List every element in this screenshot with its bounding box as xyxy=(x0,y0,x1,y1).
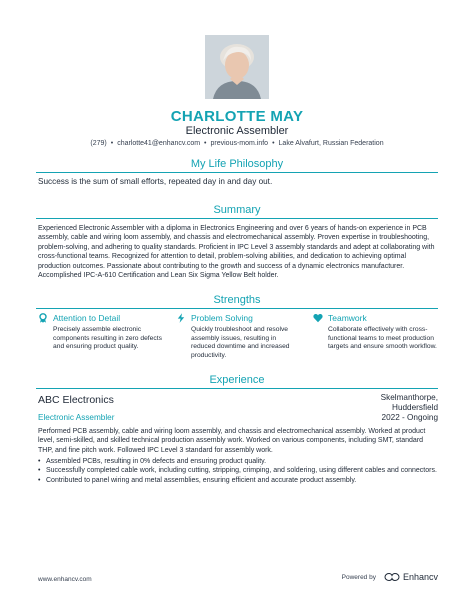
summary-heading: Summary xyxy=(213,204,261,216)
job-location-line2: Huddersfield xyxy=(392,403,438,412)
candidate-name: CHARLOTTE MAY xyxy=(170,108,304,125)
footer-url[interactable]: www.enhancv.com xyxy=(38,576,92,583)
job-bullet: • Successfully completed cable work, including cutting, stripping, crimping, and soldering, using different cables and connectors. xyxy=(38,466,438,475)
footer-powered-by xyxy=(342,572,438,582)
portrait-image xyxy=(205,35,269,99)
philosophy-heading: My Life Philosophy xyxy=(190,158,284,170)
strength-description: Precisely assemble electronic components resulting in zero defects and ensuring product quality. xyxy=(53,326,162,351)
job-description: Performed PCB assembly, cable and wiring loom assembly, and chassis and electromechanical assembly. Worked at product level, semi-skilled, and skilled technical production assembly work. Worked on various components, including SMT, standard THP, and fine pitch work. Followed IPC Level 3 standard for assembly work. xyxy=(38,428,426,454)
section-divider xyxy=(36,308,438,309)
profile-photo xyxy=(205,35,269,99)
strength-item xyxy=(176,313,301,360)
heart-icon xyxy=(313,313,323,323)
strength-title: Problem Solving xyxy=(191,313,253,323)
job-bullet: • Contributed to panel wiring and metal assemblies, ensuring efficient and accurate product assembly. xyxy=(38,476,438,485)
contact-separator: • xyxy=(204,140,207,147)
brand-name[interactable]: Enhancv xyxy=(402,572,438,582)
job-location-line1: Skelmanthorpe, xyxy=(380,393,438,402)
section-divider xyxy=(36,218,438,219)
powered-by-label: Powered by xyxy=(341,573,376,581)
section-divider xyxy=(36,388,438,389)
job-title: Electronic Assembler xyxy=(38,413,115,422)
contact-separator: • xyxy=(110,140,114,147)
lightning-bolt-icon xyxy=(176,313,186,323)
section-divider xyxy=(36,172,438,173)
strength-item xyxy=(313,313,438,352)
job-location-dates xyxy=(381,393,438,423)
experience-heading: Experience xyxy=(209,374,265,386)
contact-phone: (279) xyxy=(90,140,107,147)
strengths-heading: Strengths xyxy=(213,294,261,306)
philosophy-text: Success is the sum of small efforts, repeated day in and day out. xyxy=(38,177,273,186)
contact-separator: • xyxy=(272,140,275,147)
award-ribbon-icon xyxy=(38,313,48,323)
candidate-role: Electronic Assembler xyxy=(185,125,289,137)
strength-title: Teamwork xyxy=(328,313,367,323)
contact-website[interactable]: previous-mom.info xyxy=(210,140,269,147)
job-bullet: • Assembled PCBs, resulting in 0% defects and ensuring product quality. xyxy=(38,457,438,466)
strength-title: Attention to Detail xyxy=(53,313,121,323)
job-dates: 2022 - Ongoing xyxy=(381,413,438,422)
contact-line xyxy=(0,140,474,147)
company-name: ABC Electronics xyxy=(38,394,114,406)
strength-description: Collaborate effectively with cross-functional teams to meet production targets and ensure smooth workflow. xyxy=(328,326,437,351)
strength-description: Quickly troubleshoot and resolve assembly issues, resulting in reduced downtime and increased productivity. xyxy=(191,326,290,359)
strength-item xyxy=(38,313,163,352)
job-bullet-list xyxy=(38,457,438,485)
summary-text: Experienced Electronic Assembler with a diploma in Electronics Engineering and over 6 years of hands-on experience in PCB assembly, cable and wiring loom assembly, and chassis and electromechanical assembly. Proven expertise in troubleshooting, problem-solving, and adhering to quality standards. Proficient in IPC Level 3 assembly standards and adept at collaborating with cross-functional teams. Recognized for attention to detail, problem-solving abilities, and dedication to achieving optimal production outcomes. Passionate about contributing to the growth and success of a dynamic electronics manufacturer. Accomplished IPC-A-610 Certification and Lean Six Sigma Yellow Belt holder. xyxy=(38,225,435,280)
contact-location: Lake Alvafurt, Russian Federation xyxy=(278,140,384,147)
contact-email[interactable]: charlotte41@enhancv.com xyxy=(117,140,201,147)
enhancv-logo-icon xyxy=(384,572,400,582)
